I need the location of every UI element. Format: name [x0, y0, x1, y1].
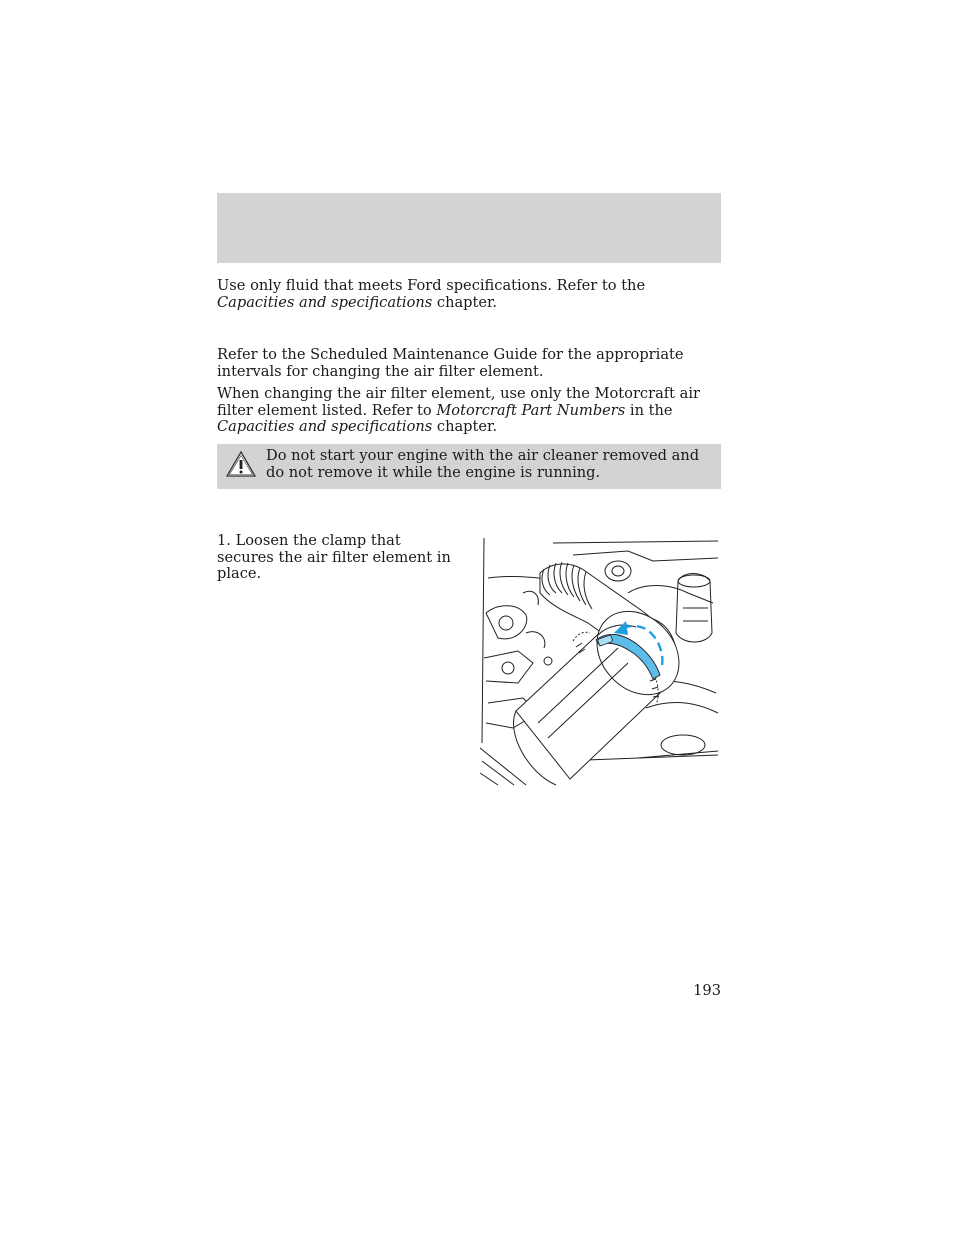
page-number: 193	[693, 982, 721, 999]
motorcraft-text-1: When changing the air filter element, use only the Motorcraft air filter element listed. Refer to	[217, 385, 701, 419]
motorcraft-text-2: in the	[625, 401, 673, 419]
warning-box	[217, 444, 721, 489]
fluid-text-1: Use only fluid that meets Ford specifications. Refer to the	[217, 277, 646, 294]
air-filter-clamp-illustration	[478, 533, 720, 786]
motorcraft-paragraph	[217, 386, 723, 436]
fluid-chapter-ref: Capacities and specifications	[217, 293, 433, 311]
motorcraft-chapter-ref: Capacities and specifications	[217, 418, 433, 436]
fluid-spec-paragraph	[217, 278, 723, 311]
warning-triangle-icon	[225, 450, 257, 478]
interval-paragraph: Refer to the Scheduled Maintenance Guide for the appropriate intervals for changing the air filter element.	[217, 346, 684, 380]
motorcraft-part-numbers-ref: Motorcraft Part Numbers	[436, 401, 626, 419]
motorcraft-text-3: chapter.	[432, 418, 498, 436]
fluid-text-2: chapter.	[432, 293, 498, 311]
warning-text: Do not start your engine with the air cleaner removed and do not remove it while the engine is running.	[266, 447, 700, 481]
step-1-text: 1. Loosen the clamp that secures the air filter element in place.	[217, 532, 451, 583]
section-header-band	[217, 193, 721, 263]
